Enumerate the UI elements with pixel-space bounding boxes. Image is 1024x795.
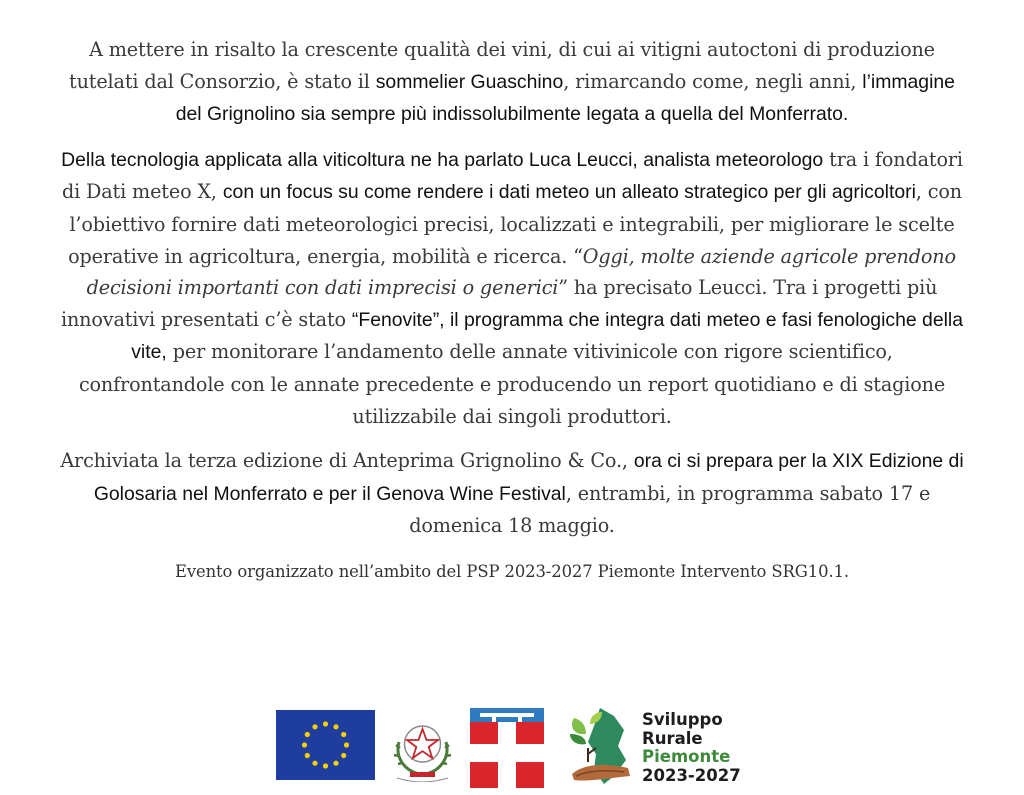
text-segment: , rimarcando come, negli anni, bbox=[563, 69, 863, 93]
text-segment: Archiviata la terza edizione di Anteprima Grignolino & Co., bbox=[60, 449, 634, 473]
psr-line-piemonte: Piemonte bbox=[642, 747, 731, 766]
text-segment-bold: Della tecnologia applicata alla viticoltura ne ha parlato Luca Leucci, analista meteorologo bbox=[61, 148, 824, 171]
text-segment: per monitorare l’andamento delle annate vitivinicole con rigore scientifico, confrontandole con le annate precedente e producendo un report quotidiano e di stagione utilizzabile dai singoli produttori. bbox=[78, 340, 946, 428]
paragraph-sommelier bbox=[60, 34, 964, 131]
psr-line-sviluppo: Sviluppo bbox=[642, 710, 723, 729]
text-segment: , con l’obiettivo fornire dati meteorologici precisi, localizzati e integrabili, per migliorare le scelte operative in agricoltura, energia, mobilità e ricerca. “ bbox=[68, 180, 963, 268]
piemonte-coat-of-arms-icon bbox=[470, 708, 544, 788]
text-segment-bold: ora ci si prepara per la XIX Edizione di Golosaria nel Monferrato e per il Genova Wine Festival bbox=[93, 450, 964, 505]
text-segment-bold: “Fenovite”, il programma che integra dati meteo e fasi fenologiche della vite, bbox=[131, 308, 964, 364]
text-segment: tra i fondatori di Dati meteo X, bbox=[61, 147, 963, 204]
paragraph-next-events bbox=[60, 445, 964, 542]
footnote: Evento organizzato nell’ambito del PSP 2023-2027 Piemonte Intervento SRG10.1. bbox=[174, 561, 850, 581]
psr-line-years: 2023-2027 bbox=[642, 765, 741, 785]
paragraph-technology bbox=[60, 144, 964, 432]
text-segment: , entrambi, in programma sabato 17 e domenica 18 maggio. bbox=[409, 481, 931, 538]
text-segment: ” ha precisato Leucci. Tra i progetti più innovativi presentati c’è stato bbox=[60, 276, 938, 331]
text-segment: A mettere in risalto la crescente qualità dei vini, di cui ai vitigni autoctoni di produzione tutelati dal Consorzio, è stato il bbox=[69, 38, 935, 93]
psr-line-rurale: Rurale bbox=[642, 728, 703, 748]
logo-strip bbox=[0, 704, 1024, 794]
eu-flag-icon bbox=[276, 710, 375, 780]
psr-logo-text bbox=[642, 711, 772, 785]
text-segment-bold: l’immagine del Grignolino sia sempre più indissolubilmente legata a quella del Monferrato. bbox=[175, 70, 955, 126]
text-segment-bold: con un focus su come rendere i dati meteo un alleato strategico per gli agricoltori bbox=[222, 181, 916, 204]
article-body bbox=[60, 34, 964, 584]
text-segment-bold: sommelier Guaschino bbox=[375, 70, 564, 93]
italian-republic-emblem-icon bbox=[391, 712, 454, 782]
quote-italic: Oggi, molte aziende agricole prendono decisioni importanti con dati imprecisi o generici bbox=[86, 244, 956, 300]
sviluppo-rurale-icon bbox=[566, 704, 634, 790]
